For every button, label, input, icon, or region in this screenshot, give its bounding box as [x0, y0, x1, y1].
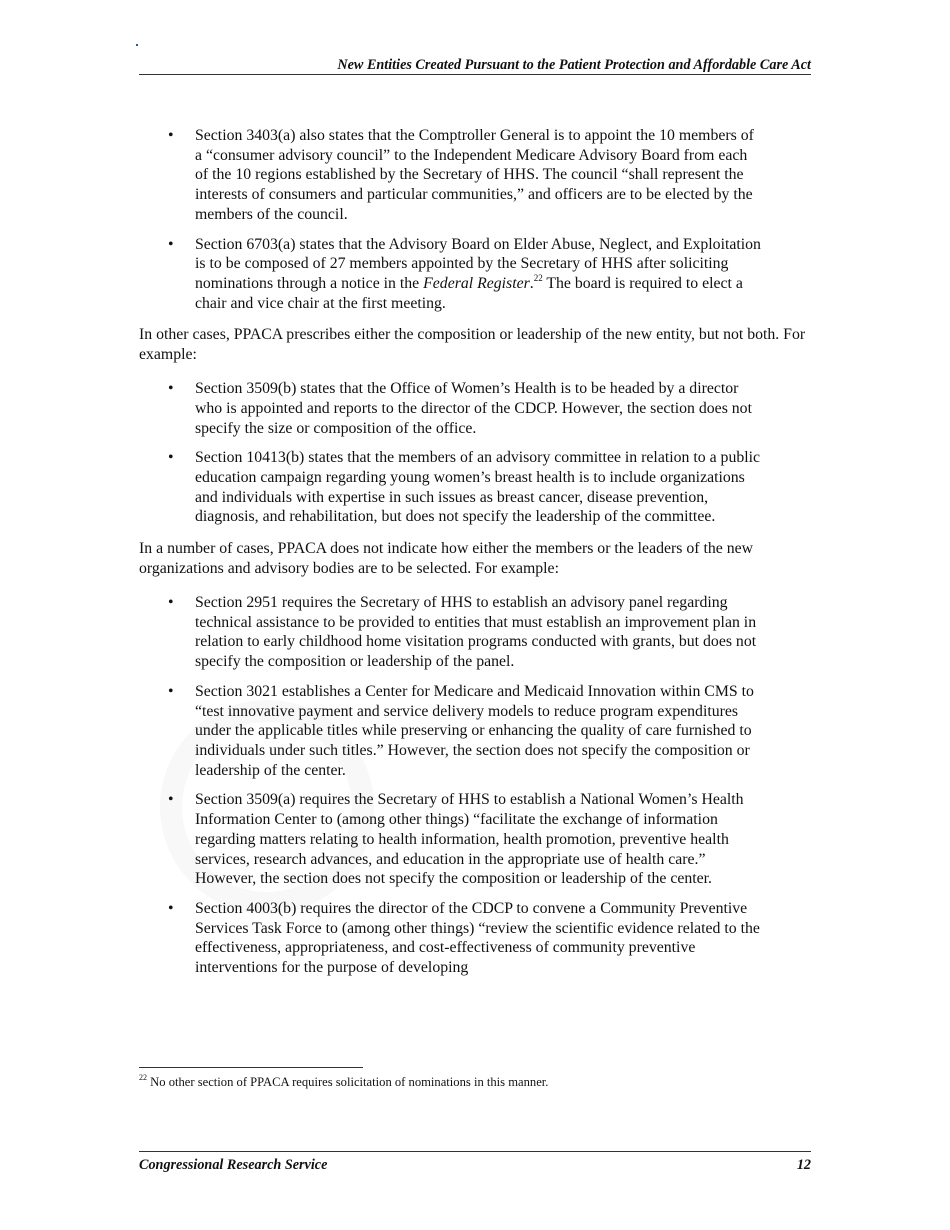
list-item: • Section 10413(b) states that the members of an advisory committee in relation to a public education campaign regarding young women’s breast health is to include organizations and individuals with expertise in such issues as breast cancer, disease prevention, diagnosis, and rehabilitation, but does not specify the leadership of the committee. — [168, 449, 761, 526]
bullet-icon: • — [168, 235, 174, 253]
footnote-text: No other section of PPACA requires solicitation of nominations in this manner. — [147, 1075, 549, 1089]
list-item: • Section 4003(b) requires the director of the CDCP to convene a Community Preventive Services Task Force to (among other things) “review the scientific evidence related to the effectiveness, appropriateness, and cost-effectiveness of community preventive interventions for the purpose of developing — [168, 899, 760, 977]
bullet-icon: • — [168, 127, 174, 144]
bullet-list — [139, 593, 811, 978]
list-item: • Section 3403(a) also states that the Comptroller General is to appoint the 10 members of a “consumer advisory council” to the Independent Medicare Advisory Board from each of the 10 regions established by the Secretary of HHS. The council “shall represent the interests of consumers and particular communities,” and officers are to be elected by the members of the council. — [168, 127, 754, 223]
bullet-icon: • — [168, 380, 174, 398]
footnote-number: 22 — [139, 1072, 147, 1082]
bullet-icon: • — [168, 449, 174, 467]
list-item: • Section 6703(a) states that the Advisory Board on Elder Abuse, Neglect, and Exploitation is to be composed of 27 members appointed by the Secretary of HHS after soliciting nominations through a notice in the Federal Register.$^{22}$ The board is required to elect a chair and vice chair at the first meeting. — [168, 235, 761, 312]
paragraph: In a number of cases, PPACA does not indicate how either the members or the leaders of the new organizations and advisory bodies are to be selected. For example: — [139, 540, 754, 577]
federal-register-italic: Federal Register — [423, 274, 530, 292]
bullet-list — [139, 126, 811, 313]
bullet-icon: • — [168, 594, 174, 612]
footer-org: Congressional Research Service — [139, 1157, 328, 1173]
bullet-icon: • — [168, 791, 174, 809]
list-item: • Section 3021 establishes a Center for Medicare and Medicaid Innovation within CMS to “test innovative payment and service delivery models to reduce program expenditures under the applicable titles while preserving or enhancing the quality of care furnished to individuals under such titles.” However, the section does not specify the composition or leadership of the center. — [168, 682, 754, 779]
footnote-ref[interactable]: 22 — [533, 272, 543, 283]
bullet-list — [139, 379, 811, 527]
bullet-icon: • — [168, 899, 174, 917]
bullet-icon: • — [168, 682, 174, 700]
paragraph: In other cases, PPACA prescribes either the composition or leadership of the new entity, but not both. For example: — [139, 326, 806, 364]
running-header: New Entities Created Pursuant to the Patient Protection and Affordable Care Act — [139, 56, 811, 75]
footnote-divider — [139, 1067, 363, 1068]
page-number: 12 — [796, 1157, 811, 1173]
list-item: • Section 3509(b) states that the Office of Women’s Health is to be headed by a director who is appointed and reports to the director of the CDCP. However, the section does not specify the size or composition of the office. — [168, 380, 752, 437]
blue-dot-mark — [136, 44, 138, 46]
list-item: • Section 3509(a) requires the Secretary of HHS to establish a National Women’s Health Information Center to (among other things) “facilitate the exchange of information regarding matters relating to health information, health promotion, preventive health services, research advances, and education in the appropriate use of health care.” However, the section does not specify the composition or leadership of the center. — [168, 791, 744, 888]
footnote — [139, 1072, 811, 1090]
page-body — [139, 126, 811, 990]
running-footer — [139, 1151, 811, 1176]
list-item: • Section 2951 requires the Secretary of HHS to establish an advisory panel regarding technical assistance to be provided to entities that must establish an improvement plan in relation to early childhood home visitation programs conducted with grants, but does not specify the composition or leadership of the panel. — [168, 594, 757, 671]
